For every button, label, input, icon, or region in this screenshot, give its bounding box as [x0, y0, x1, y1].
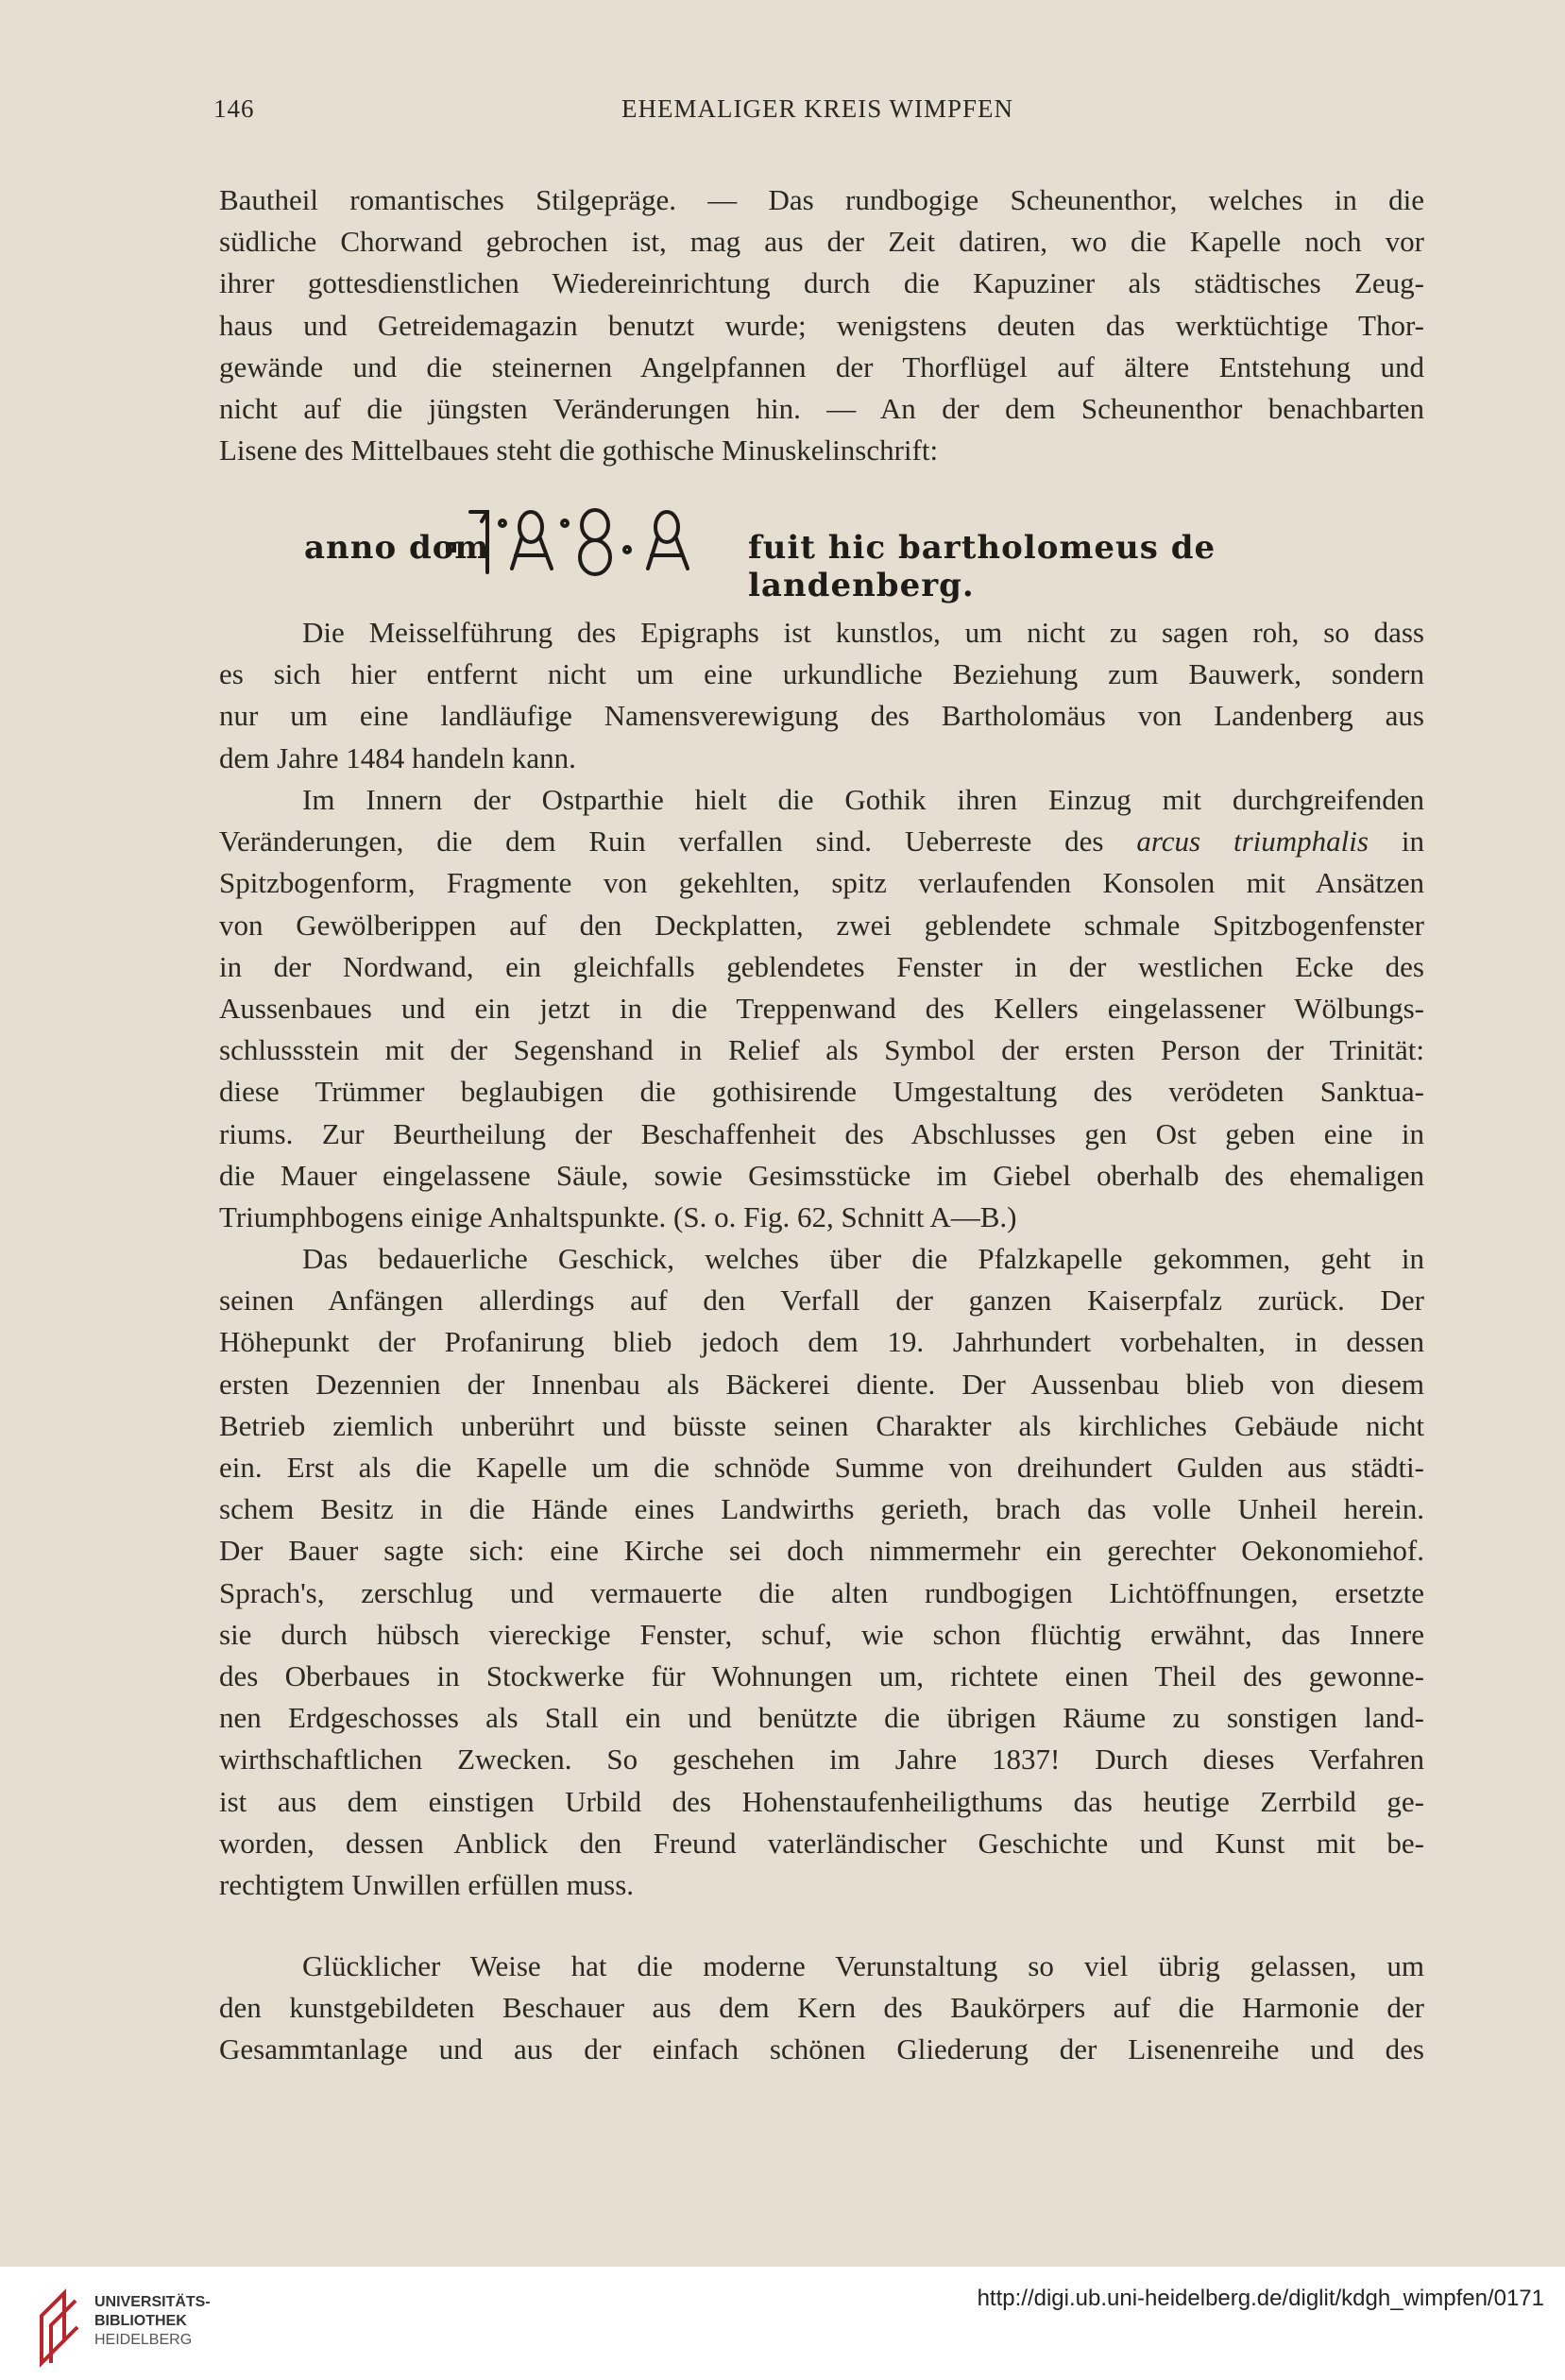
paragraph-2	[219, 612, 1424, 779]
text-line: haus und Getreidemagazin benutzt wurde; wenigstens deuten das werktüchtige Thor-	[219, 308, 1424, 342]
text-line: Lisene des Mittelbaues steht die gothische Minuskelinschrift:	[219, 434, 939, 468]
library-name-line: BIBLIOTHEK	[94, 2313, 187, 2329]
running-head	[213, 94, 1421, 132]
text-line: südliche Chorwand gebrochen ist, mag aus der Zeit datiren, wo die Kapelle noch vor	[219, 225, 1424, 259]
text-line: schem Besitz in die Hände eines Landwirths gerieth, brach das volle Unheil herein.	[219, 1492, 1424, 1526]
text-line: wirthschaftlichen Zwecken. So geschehen im Jahre 1837! Durch dieses Verfahren	[219, 1742, 1424, 1776]
text-line: seinen Anfängen allerdings auf den Verfall der ganzen Kaiserpfalz zurück. Der	[219, 1284, 1424, 1318]
paragraph-1	[219, 179, 1424, 471]
text-line: Das bedauerliche Geschick, welches über die Pfalzkapelle gekommen, geht in	[302, 1242, 1424, 1275]
text-line: ihrer gottesdienstlichen Wiedereinrichtung durch die Kapuziner als städtisches Zeug-	[219, 266, 1424, 300]
text-line-with-italic	[219, 821, 1424, 862]
text-line: nur um eine landläufige Namensverewigung des Bartholomäus von Landenberg aus	[219, 699, 1424, 733]
inscription-year-glyphs	[444, 493, 746, 587]
paragraph-4	[219, 1238, 1424, 1906]
text-segment: Veränderungen, die dem Ruin verfallen sind. Ueberreste des	[219, 824, 1137, 858]
text-line: nen Erdgeschosses als Stall ein und benützte die übrigen Räume zu sonstigen land-	[219, 1701, 1424, 1735]
text-line: Glücklicher Weise hat die moderne Verunstaltung so viel übrig gelassen, um	[302, 1949, 1424, 1982]
library-logo-icon	[36, 2278, 83, 2369]
text-line: sie durch hübsch viereckige Fenster, schuf, wie schon flüchtig erwähnt, das Innere	[219, 1617, 1424, 1651]
text-line: riums. Zur Beurtheilung der Beschaffenheit des Abschlusses gen Ost geben eine in	[219, 1116, 1424, 1150]
text-line: Gesammtanlage und aus der einfach schönen Gliederung der Lisenenreihe und des	[219, 2032, 1424, 2066]
text-line: Im Innern der Ostparthie hielt die Gothik ihren Einzug mit durchgreifenden	[302, 783, 1424, 816]
text-line: ist aus dem einstigen Urbild des Hohenstaufenheiligthums das heutige Zerrbild ge-	[219, 1784, 1424, 1818]
text-line: Betrieb ziemlich unberührt und büsste seinen Charakter als kirchliches Gebäude nicht	[219, 1408, 1424, 1442]
text-line: den kunstgebildeten Beschauer aus dem Kern des Baukörpers auf die Harmonie der	[219, 1991, 1424, 2025]
text-line: es sich hier entfernt nicht um eine urkundliche Beziehung zum Bauwerk, sondern	[219, 657, 1424, 691]
text-line: rechtigtem Unwillen erfüllen muss.	[219, 1868, 635, 1902]
text-line: Aussenbaues und ein jetzt in die Treppenwand des Kellers eingelassener Wölbungs-	[219, 992, 1424, 1026]
paragraph-5	[219, 1946, 1424, 2071]
inscription-text: fuit hic bartholomeus de landenberg.	[748, 529, 1216, 604]
page-number: 146	[213, 94, 255, 123]
text-line: ein. Erst als die Kapelle um die schnöde Summe von dreihundert Gulden aus städti-	[219, 1451, 1424, 1485]
library-name-line: HEIDELBERG	[94, 2332, 193, 2348]
text-line: des Oberbaues in Stockwerke für Wohnungen um, richtete einen Theil des gewonne-	[219, 1659, 1424, 1693]
text-line: Sprach's, zerschlug und vermauerte die alten rundbogigen Lichtöffnungen, ersetzte	[219, 1575, 1424, 1609]
digitization-footer	[0, 2267, 1565, 2380]
text-line: nicht auf die jüngsten Veränderungen hin. — An der dem Scheunenthor benachbarten	[219, 392, 1424, 426]
text-line: gewände und die steinernen Angelpfannen der Thorflügel auf ältere Entstehung und	[219, 349, 1424, 383]
text-line: Höhepunkt der Profanirung blieb jedoch dem 19. Jahrhundert vorbehalten, in dessen	[219, 1325, 1424, 1359]
inscription-anno-dom: anno dom	[304, 529, 490, 567]
text-line: Spitzbogenform, Fragmente von gekehlten, spitz verlaufenden Konsolen mit Ansätzen	[219, 866, 1424, 900]
library-name	[94, 2293, 211, 2350]
paragraph-3	[219, 779, 1424, 1238]
text-line: die Mauer eingelassene Säule, sowie Gesimsstücke im Giebel oberhalb des ehemaligen	[219, 1158, 1424, 1192]
text-line: Triumphbogens einige Anhaltspunkte. (S. o. Fig. 62, Schnitt A—B.)	[219, 1200, 1017, 1234]
text-line: Die Meisselführung des Epigraphs ist kunstlos, um nicht zu sagen roh, so dass	[302, 616, 1424, 649]
text-line: ersten Dezennien der Innenbau als Bäckerei diente. Der Aussenbau blieb von diesem	[219, 1367, 1424, 1401]
text-line: in der Nordwand, ein gleichfalls geblendetes Fenster in der westlichen Ecke des	[219, 949, 1424, 983]
latin-term: arcus triumphalis	[1136, 824, 1369, 858]
source-url-link[interactable]: http://digi.ub.uni-heidelberg.de/diglit/kdgh_wimpfen/0171	[977, 2286, 1544, 2311]
text-segment: in	[1368, 824, 1424, 858]
text-line: diese Trümmer beglaubigen die gothisirende Umgestaltung des verödeten Sanktua-	[219, 1075, 1424, 1109]
text-line: dem Jahre 1484 handeln kann.	[219, 740, 576, 774]
running-title: EHEMALIGER KREIS WIMPFEN	[621, 94, 1013, 123]
gothic-inscription	[304, 493, 1437, 604]
text-line: Bautheil romantisches Stilgepräge. — Das rundbogige Scheunenthor, welches in die	[219, 183, 1424, 216]
text-line: schlussstein mit der Segenshand in Relief als Symbol der ersten Person der Trinität:	[219, 1033, 1424, 1067]
text-line: von Gewölberippen auf den Deckplatten, zwei geblendete schmale Spitzbogenfenster	[219, 908, 1424, 942]
library-name-line: UNIVERSITÄTS-	[94, 2294, 211, 2310]
text-line: worden, dessen Anblick den Freund vaterländischer Geschichte und Kunst mit be-	[219, 1826, 1424, 1860]
text-line: Der Bauer sagte sich: eine Kirche sei doch nimmermehr ein gerechter Oekonomiehof.	[219, 1534, 1424, 1568]
